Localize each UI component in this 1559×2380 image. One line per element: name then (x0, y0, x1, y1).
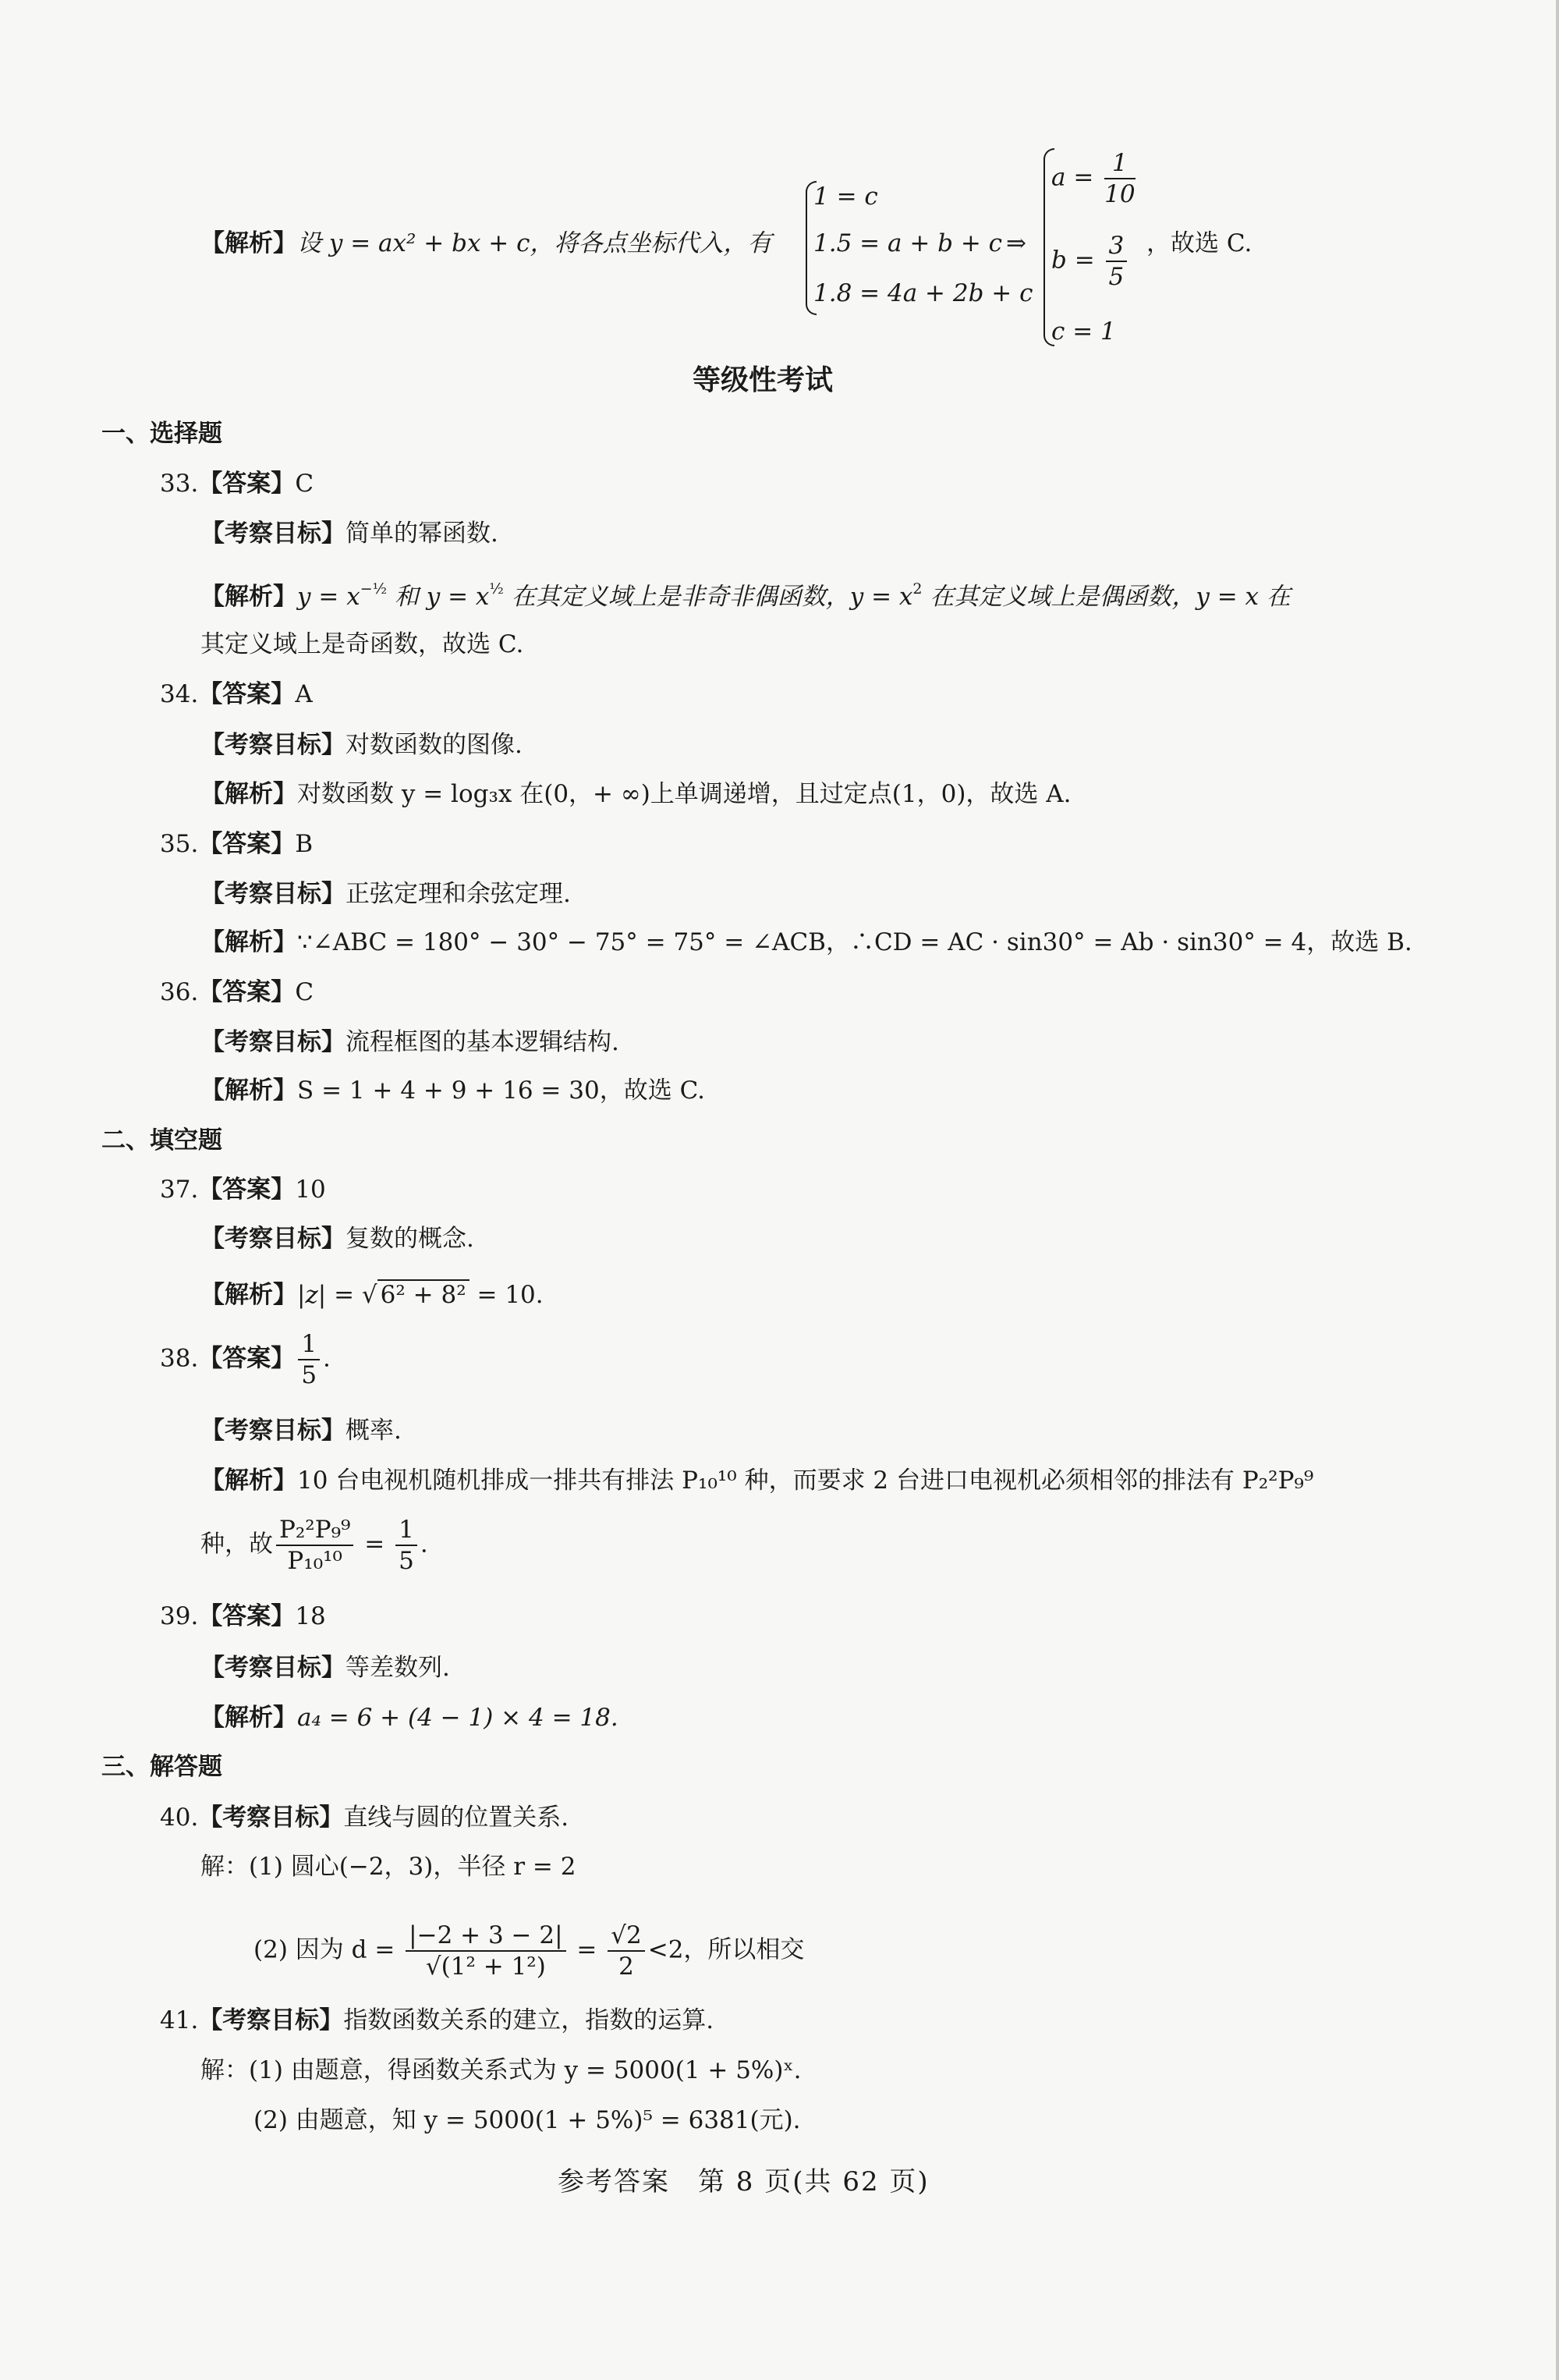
q41-step-1: 解：(1) 由题意，得函数关系式为 y = 5000(1 + 5%)ˣ. (200, 2056, 802, 2084)
equation-2: 1.5 = a + b + c (813, 229, 1003, 257)
q35-answer: 35.【答案】B (160, 830, 314, 858)
q37-answer: 37.【答案】10 (160, 1176, 326, 1204)
result-b: b = $\frac{3}{5}$ (1051, 231, 1130, 292)
part-heading-solve: 三、解答题 (101, 1753, 222, 1781)
intro-line (200, 228, 772, 259)
q40-step-2: (2) 因为 d = $\frac{|-2 + 3 - 2|}{\text{√(1² + 1²)}}$ = $\frac{√2}{2}$ <2，所以相交 (253, 1921, 805, 1981)
q33-answer: 33.【答案】C (160, 470, 314, 498)
q38-fraction: $\frac{1}{5}$ (298, 1329, 320, 1390)
analysis-tag: 【解析】 (200, 229, 297, 257)
q41-target: 41.【考察目标】指数函数关系的建立，指数的运算. (160, 2006, 714, 2034)
q33-analysis-1: 【解析】$y = x^{-\frac{1}{2}}$ 和 $y = x^{\frac{1}{2}}$ 在其定义域上是非奇非偶函数，$y = x^2$ 在其定义域上是偶函数，y = x 在 (200, 580, 1291, 611)
section-title: 等级性考试 (693, 364, 834, 396)
q34-target: 【考察目标】对数函数的图像. (200, 731, 523, 759)
page-edge (1556, 0, 1559, 2380)
q35-analysis: 【解析】∵∠ABC = 180° − 30° − 75° = 75° = ∠ACB，∴CD = AC · sin30° = Ab · sin30° = 4，故选 B. (200, 928, 1412, 956)
q40-target: 40.【考察目标】直线与圆的位置关系. (160, 1804, 569, 1832)
q34-answer: 34.【答案】A (160, 680, 313, 708)
q36-target: 【考察目标】流程框图的基本逻辑结构. (200, 1028, 619, 1056)
q38-answer: 38.【答案】 $\frac{1}{5}$ . (160, 1330, 331, 1389)
q41-step-2: (2) 由题意，知 y = 5000(1 + 5%)⁵ = 6381(元). (253, 2106, 801, 2134)
part-heading-choice: 一、选择题 (101, 420, 222, 448)
q35-target: 【考察目标】正弦定理和余弦定理. (200, 880, 571, 908)
q38-analysis-1: 【解析】10 台电视机随机排成一排共有排法 P₁₀¹⁰ 种，而要求 2 台进口电视机必须相邻的排法有 P₂²P₉⁹ (200, 1467, 1314, 1495)
part-heading-fill: 二、填空题 (101, 1126, 222, 1155)
intro-text: 设 y = ax² + bx + c，将各点坐标代入，有 (297, 229, 772, 257)
equation-3: 1.8 = 4a + 2b + c (813, 279, 1033, 307)
result-a: a = $\frac{1}{10}$ (1051, 149, 1136, 208)
q38-analysis-2: 种，故 $\frac{\text{P₂²P₉⁹}}{\text{P₁₀¹⁰}}$ = $\frac{1}{5}$ . (200, 1516, 428, 1575)
q33-target: 【考察目标】简单的幂函数. (200, 520, 498, 548)
intro-conclusion: ，故选 C. (1146, 229, 1253, 257)
q36-answer: 36.【答案】C (160, 978, 314, 1006)
fraction-a: $\frac{1}{10}$ (1104, 149, 1136, 208)
q40-result-fraction: $\frac{√2}{2}$ (608, 1921, 644, 1981)
result-c: c = 1 (1051, 317, 1116, 346)
equation-1: 1 = c (813, 183, 878, 211)
fraction-b: $\frac{3}{5}$ (1106, 231, 1128, 292)
q36-analysis: 【解析】S = 1 + 4 + 9 + 16 = 30，故选 C. (200, 1076, 706, 1105)
q39-analysis: 【解析】a₄ = 6 + (4 − 1) × 4 = 18. (200, 1704, 618, 1732)
q33-analysis-2: 其定义域上是奇函数，故选 C. (200, 630, 524, 658)
page-footer: 参考答案 第 8 页(共 62 页) (558, 2166, 930, 2197)
q38-result-fraction: $\frac{1}{5}$ (395, 1515, 417, 1576)
q40-distance-fraction: $\frac{|-2 + 3 - 2|}{\text{√(1² + 1²)}}$ (406, 1921, 565, 1981)
implies-arrow: ⇒ (1006, 229, 1026, 257)
q38-perm-fraction: $\frac{\text{P₂²P₉⁹}}{\text{P₁₀¹⁰}}$ (276, 1515, 353, 1576)
q37-target: 【考察目标】复数的概念. (200, 1225, 474, 1253)
q34-analysis: 【解析】对数函数 y = log₃x 在(0，+ ∞)上单调递增，且过定点(1，0)，故选 A. (200, 780, 1072, 808)
q37-analysis: 【解析】|z| = √ 6² + 8² = 10. (200, 1281, 544, 1309)
q38-target: 【考察目标】概率. (200, 1417, 402, 1445)
q39-target: 【考察目标】等差数列. (200, 1654, 450, 1682)
q39-answer: 39.【答案】18 (160, 1602, 326, 1630)
q40-step-1: 解：(1) 圆心(−2，3)，半径 r = 2 (200, 1853, 576, 1881)
